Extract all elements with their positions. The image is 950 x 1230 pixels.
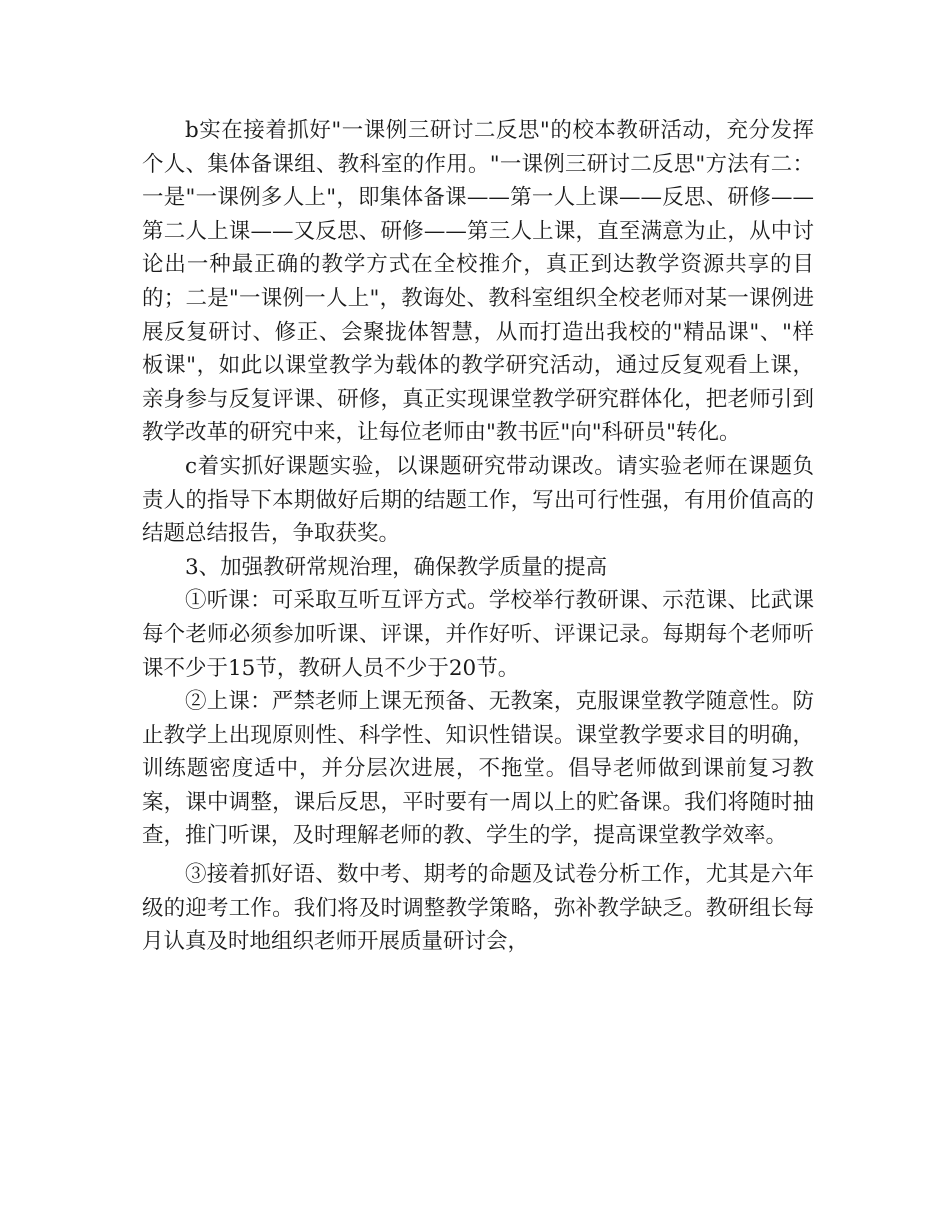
- document-body: [142, 114, 814, 959]
- paragraph-c-topic-experiment: c着实抓好课题实验，以课题研究带动课改。请实验老师在课题负责人的指导下本期做好后期的结题工作，写出可行性强，有用价值高的结题总结报告，争取获奖。: [142, 453, 814, 547]
- paragraph-exam-analysis: ③接着抓好语、数中考、期考的命题及试卷分析工作，尤其是六年级的迎考工作。我们将及时调整教学策略，弥补教学缺乏。教研组长每月认真及时地组织老师开展质量研讨会，: [142, 862, 814, 955]
- paragraph-b-school-research: b实在接着抓好"一课例三研讨二反思"的校本教研活动，充分发挥个人、集体备课组、教科室的作用。"一课例三研讨二反思"方法有二：一是"一课例多人上"，即集体备课——第一人上课——反思、研修——第二人上课——又反思、研修——第三人上课，直至满意为止，从中讨论出一种最正确的教学方式在全校推介，真正到达教学资源共享的目的；二是"一课例一人上"，教诲处、教科室组织全校老师对某一课例进展反复研讨、修正、会聚拢体智慧，从而打造出我校的"精品课"、"样板课"，如此以课堂教学为载体的教学研究活动，通过反复观看上课，亲身参与反复评课、研修，真正实现课堂教学研究群体化，把老师引到教学改革的研究中来，让每位老师由"教书匠"向"科研员"转化。: [142, 118, 814, 446]
- paragraph-lesson-observation: ①听课：可采取互听互评方式。学校举行教研课、示范课、比武课每个老师必须参加听课、评课，并作好听、评课记录。每期每个老师听课不少于15节，教研人员不少于20节。: [142, 588, 814, 681]
- section-heading-teaching-research: 3、加强教研常规治理，确保教学质量的提高: [185, 554, 608, 580]
- paragraph-classroom-teaching: ②上课：严禁老师上课无预备、无教案，克服课堂教学随意性。防止教学上出现原则性、科学性、知识性错误。课堂教学要求目的明确，训练题密度适中，并分层次进展，不拖堂。倡导老师做到课前复习教案，课中调整，课后反思，平时要有一周以上的贮备课。我们将随时抽查，推门听课，及时理解老师的教、学生的学，提高课堂教学效率。: [142, 689, 814, 849]
